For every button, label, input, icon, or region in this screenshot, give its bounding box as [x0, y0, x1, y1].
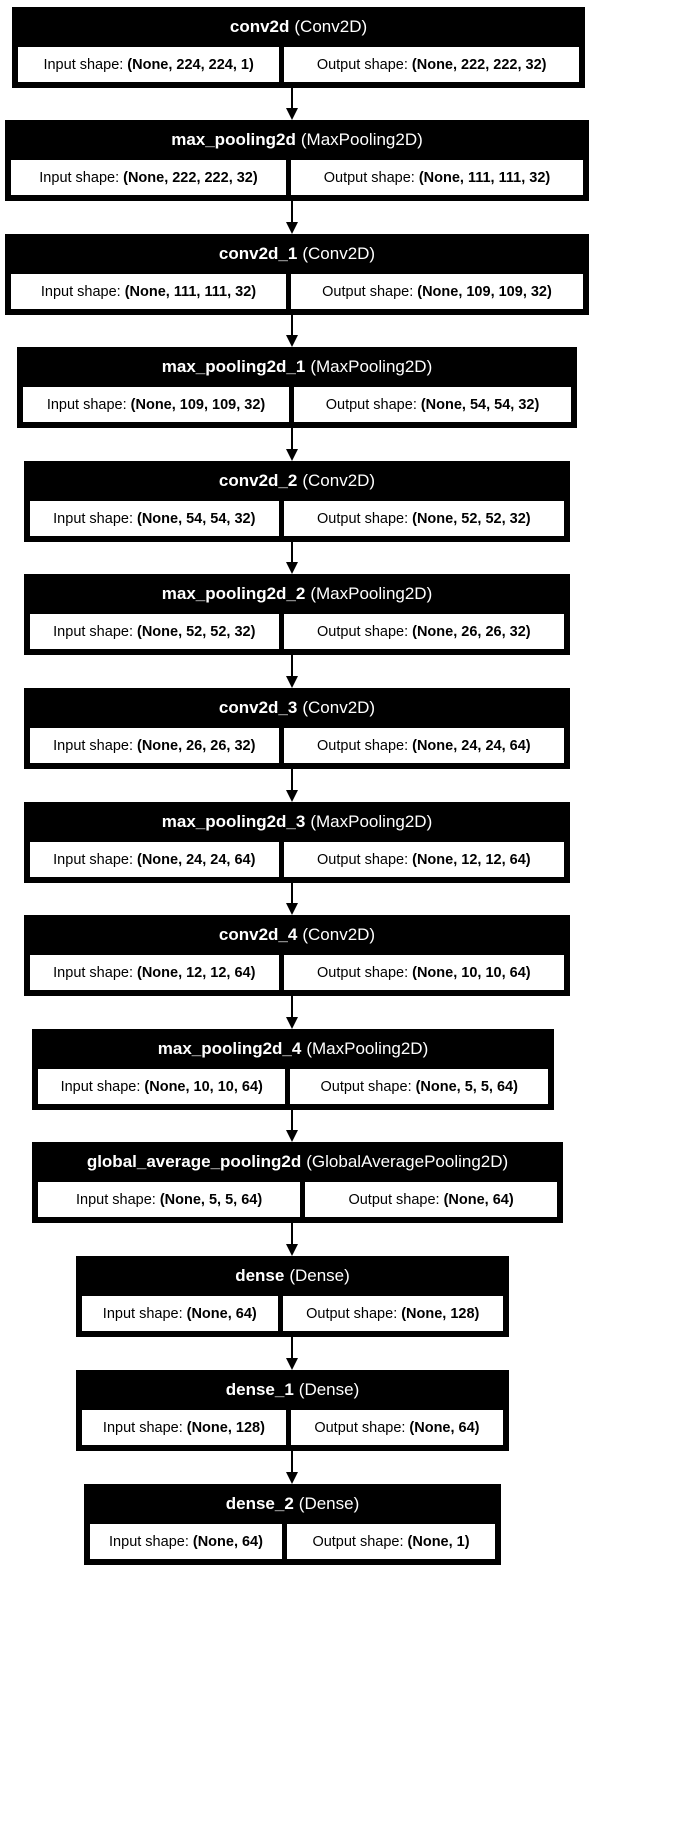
layer-name: conv2d_1	[218, 244, 298, 263]
arrowhead-icon	[286, 108, 298, 120]
connector-arrow	[291, 428, 293, 449]
output-shape-cell	[284, 842, 564, 877]
layer-shapes	[84, 1524, 501, 1565]
input-shape-cell	[30, 842, 279, 877]
layer-type: (Dense)	[289, 1266, 350, 1285]
layer-node	[12, 7, 585, 88]
layer-shapes	[76, 1296, 509, 1337]
input-shape-value: (None, 26, 26, 32)	[136, 737, 256, 754]
layer-title	[24, 688, 570, 728]
layer-title	[24, 574, 570, 614]
input-shape-cell	[30, 955, 279, 990]
input-shape-cell	[82, 1410, 286, 1445]
layer-type: (GlobalAveragePooling2D)	[306, 1152, 509, 1171]
output-shape-label: Output shape:	[306, 1305, 398, 1322]
output-shape-label: Output shape:	[317, 851, 409, 868]
output-shape-label: Output shape:	[316, 56, 408, 73]
output-shape-value: (None, 5, 5, 64)	[415, 1078, 518, 1095]
input-shape-label: Input shape:	[102, 1305, 183, 1322]
output-shape-value: (None, 1)	[407, 1533, 470, 1550]
arrowhead-icon	[286, 1358, 298, 1370]
output-shape-cell	[284, 955, 564, 990]
input-shape-label: Input shape:	[53, 737, 133, 754]
layer-shapes	[76, 1410, 509, 1451]
output-shape-label: Output shape:	[323, 169, 415, 186]
layer-shapes	[12, 47, 585, 88]
layer-shapes	[24, 842, 570, 883]
input-shape-value: (None, 5, 5, 64)	[159, 1191, 263, 1208]
layer-type: (Conv2D)	[302, 244, 376, 263]
connector-arrow	[291, 1451, 293, 1472]
output-shape-cell	[283, 1296, 503, 1331]
connector-arrow	[291, 769, 293, 790]
layer-node	[24, 915, 570, 996]
layer-shapes	[5, 274, 589, 315]
input-shape-value: (None, 52, 52, 32)	[136, 623, 256, 640]
input-shape-cell	[18, 47, 279, 82]
connector-arrow	[291, 1223, 293, 1244]
arrowhead-icon	[286, 676, 298, 688]
layer-title	[24, 802, 570, 842]
layer-title	[17, 347, 577, 387]
input-shape-label: Input shape:	[40, 283, 121, 300]
layer-shapes	[24, 955, 570, 996]
arrowhead-icon	[286, 449, 298, 461]
input-shape-label: Input shape:	[39, 169, 120, 186]
layer-type: (MaxPooling2D)	[310, 357, 433, 376]
connector-arrow	[291, 883, 293, 903]
layer-name: conv2d_4	[218, 925, 298, 944]
layer-name: max_pooling2d_1	[161, 357, 306, 376]
layer-node	[76, 1370, 509, 1451]
connector-arrow	[291, 996, 293, 1017]
output-shape-label: Output shape:	[317, 964, 409, 981]
layer-node	[17, 347, 577, 428]
input-shape-value: (None, 64)	[186, 1305, 257, 1322]
layer-node	[5, 120, 589, 201]
layer-shapes	[24, 614, 570, 655]
layer-node	[32, 1142, 563, 1223]
output-shape-value: (None, 10, 10, 64)	[412, 964, 531, 981]
arrowhead-icon	[286, 222, 298, 234]
layer-node	[24, 802, 570, 883]
arrowhead-icon	[286, 1017, 298, 1029]
layer-name: conv2d	[229, 17, 290, 36]
layer-name: dense_1	[225, 1380, 294, 1399]
input-shape-label: Input shape:	[53, 851, 133, 868]
input-shape-value: (None, 222, 222, 32)	[123, 169, 258, 186]
layer-type: (MaxPooling2D)	[300, 130, 423, 149]
layer-title	[24, 461, 570, 501]
output-shape-value: (None, 26, 26, 32)	[412, 623, 531, 640]
layer-name: dense	[235, 1266, 285, 1285]
layer-shapes	[32, 1069, 554, 1110]
input-shape-label: Input shape:	[75, 1191, 156, 1208]
input-shape-label: Input shape:	[60, 1078, 141, 1095]
input-shape-label: Input shape:	[43, 56, 124, 73]
input-shape-value: (None, 10, 10, 64)	[144, 1078, 263, 1095]
layer-title	[76, 1370, 509, 1410]
layer-node	[32, 1029, 554, 1110]
layer-type: (Conv2D)	[302, 698, 376, 717]
layer-title	[84, 1484, 501, 1524]
layer-type: (Conv2D)	[302, 925, 376, 944]
input-shape-cell	[38, 1069, 285, 1104]
layer-shapes	[24, 728, 570, 769]
layer-title	[12, 7, 585, 47]
connector-arrow	[291, 201, 293, 222]
connector-arrow	[291, 542, 293, 562]
output-shape-value: (None, 111, 111, 32)	[418, 169, 551, 186]
layer-node	[5, 234, 589, 315]
arrowhead-icon	[286, 1244, 298, 1256]
layer-title	[5, 120, 589, 160]
output-shape-cell	[290, 1069, 548, 1104]
layer-node	[24, 574, 570, 655]
input-shape-cell	[11, 274, 286, 309]
layer-name: conv2d_2	[218, 471, 298, 490]
input-shape-label: Input shape:	[53, 964, 133, 981]
input-shape-cell	[30, 728, 279, 763]
output-shape-value: (None, 109, 109, 32)	[417, 283, 552, 300]
connector-arrow	[291, 1337, 293, 1358]
layer-type: (Conv2D)	[294, 17, 368, 36]
output-shape-label: Output shape:	[348, 1191, 440, 1208]
output-shape-label: Output shape:	[317, 737, 409, 754]
output-shape-cell	[291, 274, 583, 309]
layer-name: max_pooling2d_3	[161, 812, 306, 831]
layer-shapes	[24, 501, 570, 542]
layer-name: max_pooling2d	[171, 130, 296, 149]
input-shape-cell	[11, 160, 286, 195]
input-shape-cell	[82, 1296, 278, 1331]
input-shape-label: Input shape:	[109, 1533, 189, 1550]
input-shape-cell	[90, 1524, 282, 1559]
output-shape-cell	[291, 160, 583, 195]
layer-node	[24, 461, 570, 542]
layer-title	[5, 234, 589, 274]
layer-shapes	[17, 387, 577, 428]
input-shape-label: Input shape:	[46, 396, 127, 413]
input-shape-value: (None, 54, 54, 32)	[136, 510, 256, 527]
input-shape-value: (None, 109, 109, 32)	[130, 396, 266, 413]
output-shape-cell	[284, 47, 579, 82]
output-shape-cell	[284, 501, 564, 536]
output-shape-cell	[291, 1410, 503, 1445]
arrowhead-icon	[286, 335, 298, 347]
layer-title	[32, 1142, 563, 1182]
arrowhead-icon	[286, 1130, 298, 1142]
layer-title	[76, 1256, 509, 1296]
connector-arrow	[291, 1110, 293, 1130]
layer-type: (MaxPooling2D)	[310, 584, 433, 603]
arrowhead-icon	[286, 790, 298, 802]
layer-type: (MaxPooling2D)	[306, 1039, 429, 1058]
input-shape-value: (None, 224, 224, 1)	[127, 56, 254, 73]
layer-title	[32, 1029, 554, 1069]
output-shape-value: (None, 52, 52, 32)	[412, 510, 531, 527]
output-shape-label: Output shape:	[325, 396, 417, 413]
input-shape-label: Input shape:	[53, 623, 133, 640]
input-shape-cell	[23, 387, 289, 422]
input-shape-label: Input shape:	[53, 510, 133, 527]
output-shape-value: (None, 54, 54, 32)	[420, 396, 540, 413]
layer-name: max_pooling2d_4	[157, 1039, 302, 1058]
output-shape-value: (None, 24, 24, 64)	[412, 737, 531, 754]
input-shape-cell	[38, 1182, 300, 1217]
output-shape-value: (None, 12, 12, 64)	[412, 851, 531, 868]
output-shape-label: Output shape:	[312, 1533, 404, 1550]
input-shape-value: (None, 64)	[192, 1533, 263, 1550]
output-shape-value: (None, 64)	[443, 1191, 514, 1208]
input-shape-value: (None, 111, 111, 32)	[124, 283, 257, 300]
layer-name: global_average_pooling2d	[86, 1152, 302, 1171]
layer-node	[84, 1484, 501, 1565]
input-shape-label: Input shape:	[102, 1419, 183, 1436]
output-shape-cell	[284, 728, 564, 763]
arrowhead-icon	[286, 903, 298, 915]
layer-node	[76, 1256, 509, 1337]
input-shape-value: (None, 12, 12, 64)	[136, 964, 256, 981]
connector-arrow	[291, 655, 293, 676]
output-shape-cell	[284, 614, 564, 649]
layer-title	[24, 915, 570, 955]
input-shape-value: (None, 24, 24, 64)	[136, 851, 256, 868]
input-shape-cell	[30, 501, 279, 536]
output-shape-label: Output shape:	[317, 623, 409, 640]
output-shape-cell	[287, 1524, 495, 1559]
layer-type: (Dense)	[298, 1494, 360, 1513]
layer-shapes	[5, 160, 589, 201]
layer-name: dense_2	[225, 1494, 294, 1513]
layer-name: max_pooling2d_2	[161, 584, 306, 603]
layer-node	[24, 688, 570, 769]
input-shape-value: (None, 128)	[186, 1419, 265, 1436]
layer-type: (MaxPooling2D)	[310, 812, 433, 831]
arrowhead-icon	[286, 562, 298, 574]
output-shape-value: (None, 222, 222, 32)	[411, 56, 547, 73]
output-shape-value: (None, 128)	[401, 1305, 480, 1322]
connector-arrow	[291, 88, 293, 108]
layer-type: (Dense)	[298, 1380, 360, 1399]
output-shape-label: Output shape:	[314, 1419, 406, 1436]
connector-arrow	[291, 315, 293, 335]
layer-name: conv2d_3	[218, 698, 298, 717]
output-shape-cell	[294, 387, 571, 422]
layer-type: (Conv2D)	[302, 471, 376, 490]
arrowhead-icon	[286, 1472, 298, 1484]
output-shape-cell	[305, 1182, 557, 1217]
layer-shapes	[32, 1182, 563, 1223]
output-shape-label: Output shape:	[317, 510, 409, 527]
output-shape-value: (None, 64)	[409, 1419, 480, 1436]
output-shape-label: Output shape:	[322, 283, 414, 300]
input-shape-cell	[30, 614, 279, 649]
output-shape-label: Output shape:	[320, 1078, 412, 1095]
